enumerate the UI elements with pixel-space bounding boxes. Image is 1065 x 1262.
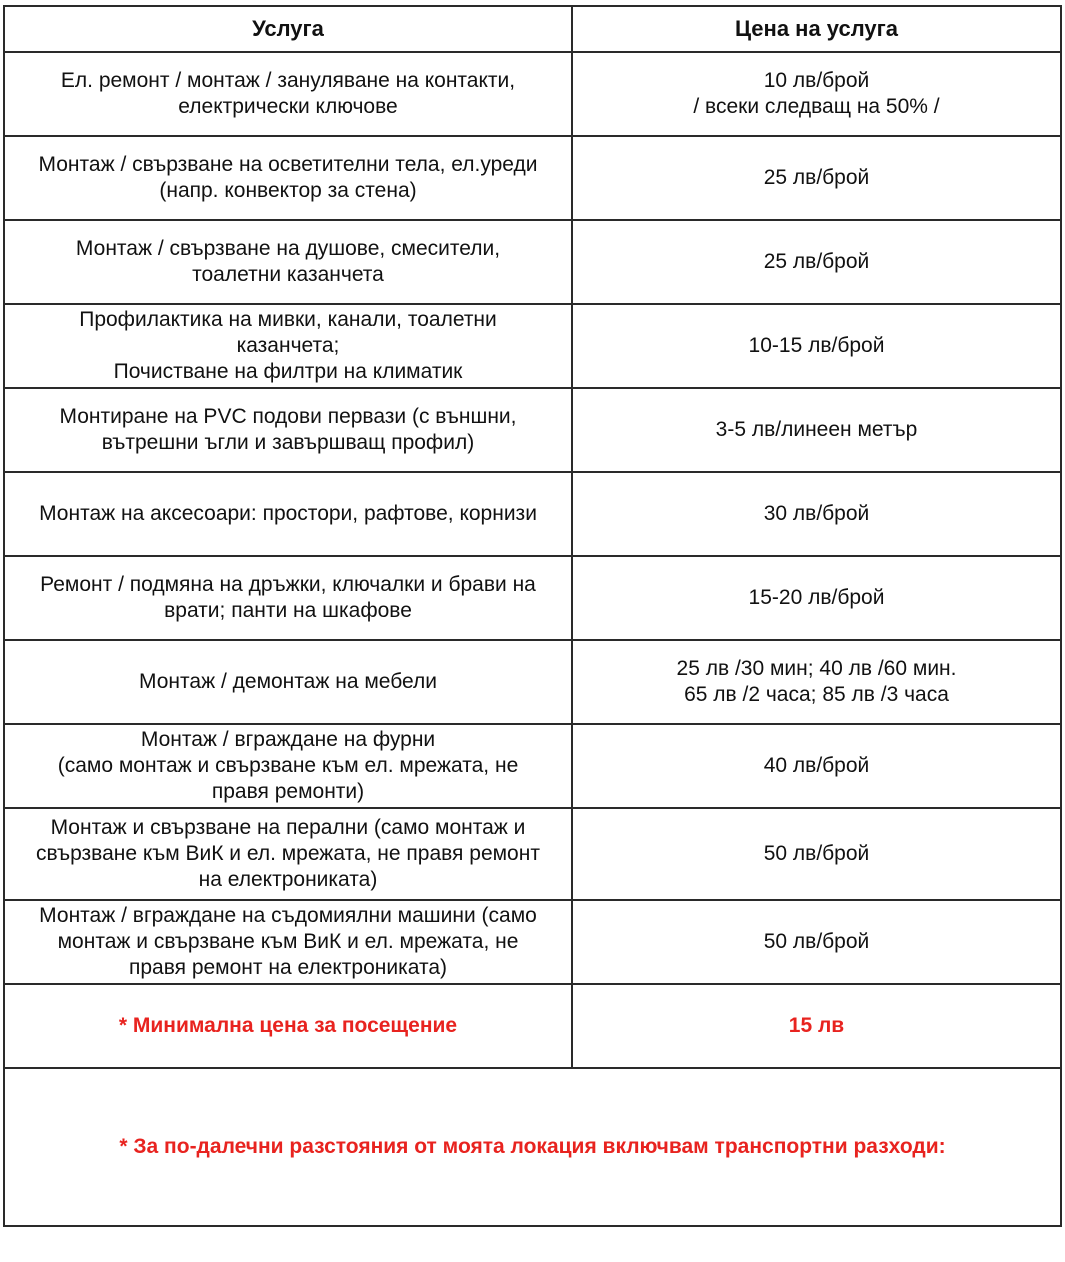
price-cell: 25 лв/брой — [572, 136, 1061, 220]
minimum-price-label: * Минимална цена за посещение — [4, 984, 572, 1068]
service-cell: Монтиране на PVC подови первази (с външни, вътрешни ъгли и завършващ профил) — [4, 388, 572, 472]
price-cell: 15-20 лв/брой — [572, 556, 1061, 640]
service-cell: Ел. ремонт / монтаж / зануляване на контакти, електрически ключове — [4, 52, 572, 136]
table-row — [4, 724, 1061, 808]
table-row — [4, 52, 1061, 136]
table-row — [4, 388, 1061, 472]
service-cell: Монтаж на аксесоари: простори, рафтове, корнизи — [4, 472, 572, 556]
table-row — [4, 472, 1061, 556]
service-cell: Профилактика на мивки, канали, тоалетни казанчета; Почистване на филтри на климатик — [4, 304, 572, 388]
table-row — [4, 900, 1061, 984]
transport-note: * За по-далечни разстояния от моята локация включвам транспортни разходи: — [4, 1068, 1061, 1226]
price-cell: 25 лв/брой — [572, 220, 1061, 304]
table-row — [4, 136, 1061, 220]
price-cell: 50 лв/брой — [572, 808, 1061, 900]
service-cell: Монтаж / вграждане на съдомиялни машини (само монтаж и свързване към ВиК и ел. мрежата, не правя ремонт на електрониката) — [4, 900, 572, 984]
price-table — [3, 5, 1062, 1227]
price-cell: 30 лв/брой — [572, 472, 1061, 556]
table-row — [4, 304, 1061, 388]
price-cell: 50 лв/брой — [572, 900, 1061, 984]
transport-note-row — [4, 1068, 1061, 1226]
service-cell: Ремонт / подмяна на дръжки, ключалки и брави на врати; панти на шкафове — [4, 556, 572, 640]
header-row — [4, 6, 1061, 52]
minimum-price-row — [4, 984, 1061, 1068]
table-row — [4, 556, 1061, 640]
table-row — [4, 640, 1061, 724]
minimum-price-value: 15 лв — [572, 984, 1061, 1068]
table-row — [4, 220, 1061, 304]
header-service: Услуга — [4, 6, 572, 52]
service-cell: Монтаж / свързване на душове, смесители, тоалетни казанчета — [4, 220, 572, 304]
service-cell: Монтаж / свързване на осветителни тела, ел.уреди (напр. конвектор за стена) — [4, 136, 572, 220]
service-cell: Монтаж и свързване на перални (само монтаж и свързване към ВиК и ел. мрежата, не правя ремонт на електрониката) — [4, 808, 572, 900]
service-cell: Монтаж / вграждане на фурни (само монтаж и свързване към ел. мрежата, не правя ремонти) — [4, 724, 572, 808]
price-cell: 40 лв/брой — [572, 724, 1061, 808]
price-cell: 10 лв/брой / всеки следващ на 50% / — [572, 52, 1061, 136]
price-cell: 25 лв /30 мин; 40 лв /60 мин. 65 лв /2 часа; 85 лв /3 часа — [572, 640, 1061, 724]
service-cell: Монтаж / демонтаж на мебели — [4, 640, 572, 724]
price-cell: 10-15 лв/брой — [572, 304, 1061, 388]
table-row — [4, 808, 1061, 900]
header-price: Цена на услуга — [572, 6, 1061, 52]
price-cell: 3-5 лв/линеен метър — [572, 388, 1061, 472]
